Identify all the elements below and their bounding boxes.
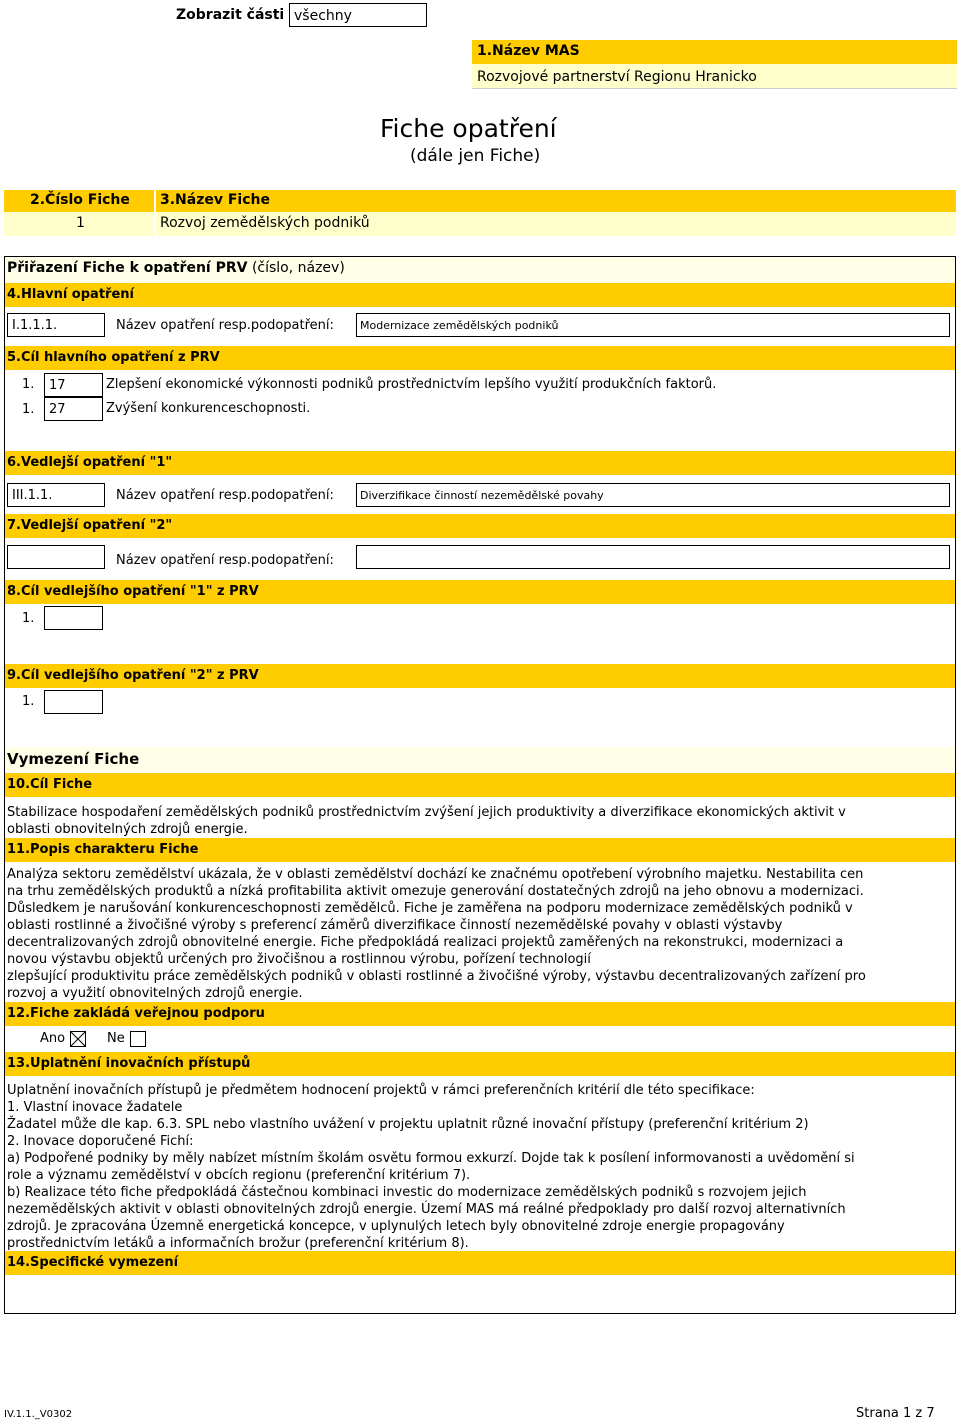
innov-line5: a) Podpořené podniky by měly nabízet místním školám osvětu formou exkurzí. Dojde tak k posílení informovanosti a uvědomění si <box>7 1151 855 1166</box>
goal-main-row2-text: Zvýšení konkurenceschopnosti. <box>106 401 311 416</box>
check-x-icon <box>71 1032 85 1046</box>
page-subtitle: (dále jen Fiche) <box>410 146 541 166</box>
goal-main-row1-num: 1. <box>22 377 35 392</box>
desc-line5: decentralizovaných zdrojů obnovitelné energie. Fiche předpokládá realizaci projektů zaměřených na rekonstrukci, modernizaci a <box>7 935 844 950</box>
innov-line8: nezemědělských aktivit v oblasti obnovitelných zdrojů energie. Území MAS má reálné předpoklady pro další rozvoj alternativních <box>7 1202 846 1217</box>
main-measure-code[interactable]: I.1.1.1. <box>7 313 105 337</box>
desc-line6: novou výstavbu objektů určených pro živočišnou a rostlinnou výrobu, pořízení technologií <box>7 952 591 967</box>
fiche-name-label: 3.Název Fiche <box>156 190 956 212</box>
side1-label: 6.Vedlejší opatření "1" <box>7 455 173 470</box>
desc-label: 11.Popis charakteru Fiche <box>7 842 199 857</box>
side2-label: 7.Vedlejší opatření "2" <box>7 518 173 533</box>
goal-main-label: 5.Cíl hlavního opatření z PRV <box>7 350 220 365</box>
innov-line7: b) Realizace této fiche předpokládá částečnou kombinaci investic do modernizace zemědělských podniků s rozvojem jejich <box>7 1185 807 1200</box>
desc-line3: Důsledkem je narušování konkurenceschopnosti zemědělců. Fiche je zaměřena na podporu modernizace zemědělských podniků v <box>7 901 853 916</box>
goal-side2-code[interactable] <box>44 690 103 714</box>
goal-fiche-bar <box>5 773 955 797</box>
support-yes-label: Ano <box>40 1031 66 1046</box>
innov-line4: 2. Inovace doporučené Fichí: <box>7 1134 194 1149</box>
side2-name[interactable] <box>356 545 950 569</box>
goal-side1-label: 8.Cíl vedlejšího opatření "1" z PRV <box>7 584 259 599</box>
fiche-number-label: 2.Číslo Fiche <box>4 190 154 212</box>
mas-name: Rozvojové partnerství Regionu Hranicko <box>472 64 957 89</box>
display-label: Zobrazit části <box>176 7 285 23</box>
definition-heading: Vymezení Fiche <box>7 750 140 768</box>
assign-heading-suffix: (číslo, název) <box>251 260 345 276</box>
spec-label: 14.Specifické vymezení <box>7 1255 179 1270</box>
display-select[interactable]: všechny <box>289 3 427 27</box>
goal-side2-label: 9.Cíl vedlejšího opatření "2" z PRV <box>7 668 259 683</box>
mas-header: 1.Název MAS <box>472 40 957 64</box>
fiche-name: Rozvoj zemědělských podniků <box>156 212 956 236</box>
assign-heading-text: Přiřazení Fiche k opatření PRV <box>7 260 248 276</box>
innov-line9: zdrojů. Je zpracována Územně energetická koncepce, v uplynulých letech byly obnovitelné zdroje energie propagovány <box>7 1219 785 1234</box>
support-no-checkbox[interactable] <box>130 1031 146 1047</box>
goal-fiche-line1: Stabilizace hospodaření zemědělských podniků prostřednictvím zvýšení jejich produktivity a diverzifikace ekonomických aktivit v <box>7 805 846 820</box>
support-label: 12.Fiche zakládá veřejnou podporu <box>7 1006 265 1021</box>
page-title: Fiche opatření <box>380 114 557 143</box>
innov-line1: Uplatnění inovačních přístupů je předmětem hodnocení projektů v rámci preferenčních kritérií dle této specifikace: <box>7 1083 755 1098</box>
goal-fiche-label: 10.Cíl Fiche <box>7 777 93 792</box>
definition-heading-row <box>5 747 955 771</box>
side2-name-label: Název opatření resp.podopatření: <box>116 553 334 568</box>
innov-line6: role a významu zemědělství v obcích regionu (preferenční kritérium 7). <box>7 1168 471 1183</box>
side2-code[interactable] <box>7 545 105 569</box>
main-measure-bar <box>5 283 955 307</box>
goal-main-row2-num: 1. <box>22 402 35 417</box>
support-no-label: Ne <box>107 1031 125 1046</box>
desc-line8: rozvoj a využití obnovitelných zdrojů energie. <box>7 986 303 1001</box>
footer-code: IV.1.1._V0302 <box>4 1409 73 1420</box>
innov-line10: prostřednictvím letáků a informačních brožur (preferenční kritérium 8). <box>7 1236 469 1251</box>
goal-fiche-line2: oblasti obnovitelných zdrojů energie. <box>7 822 248 837</box>
goal-side2-num: 1. <box>22 694 35 709</box>
desc-line4: oblasti rostlinné a živočišné výroby s preferencí záměrů diverzifikace činností nezemědělské povahy v oblasti výstavby <box>7 918 783 933</box>
goal-side1-num: 1. <box>22 611 35 626</box>
side1-name[interactable]: Diverzifikace činností nezemědělské povahy <box>356 483 950 507</box>
goal-side1-code[interactable] <box>44 606 103 630</box>
goal-main-row2-code[interactable]: 27 <box>44 397 103 421</box>
assign-heading <box>7 260 345 276</box>
goal-main-row1-code[interactable]: 17 <box>44 373 103 397</box>
innov-line3: Žadatel může dle kap. 6.3. SPL nebo vlastního uvážení v projektu uplatnit různé inovační přístupy (preferenční kritérium 2) <box>7 1117 809 1132</box>
desc-line1: Analýza sektoru zemědělství ukázala, že v oblasti zemědělství dochází ke značnému opotřebení výrobního majetku. Nestabilita cen <box>7 867 864 882</box>
goal-main-row1-text: Zlepšení ekonomické výkonnosti podniků prostřednictvím lepšího využití produkčních faktorů. <box>106 377 717 392</box>
side1-name-label: Název opatření resp.podopatření: <box>116 488 334 503</box>
main-measure-label: 4.Hlavní opatření <box>7 287 134 302</box>
fiche-number: 1 <box>4 212 154 236</box>
side1-code[interactable]: III.1.1. <box>7 483 105 507</box>
desc-line7: zlepšující produktivitu práce zemědělských podniků v oblasti rostlinné a živočišné výroby, výstavbu decentralizovaných zařízení pro <box>7 969 866 984</box>
innov-label: 13.Uplatnění inovačních přístupů <box>7 1056 251 1071</box>
support-yes-checkbox[interactable] <box>70 1031 86 1047</box>
desc-line2: na trhu zemědělských produktů a nízká profitabilita aktivit omezuje generování dostatečných zdrojů na jeho obnovu a modernizaci. <box>7 884 864 899</box>
main-name-label: Název opatření resp.podopatření: <box>116 318 334 333</box>
footer-page: Strana 1 z 7 <box>856 1406 935 1421</box>
main-measure-name[interactable]: Modernizace zemědělských podniků <box>356 313 950 337</box>
innov-line2: 1. Vlastní inovace žadatele <box>7 1100 183 1115</box>
